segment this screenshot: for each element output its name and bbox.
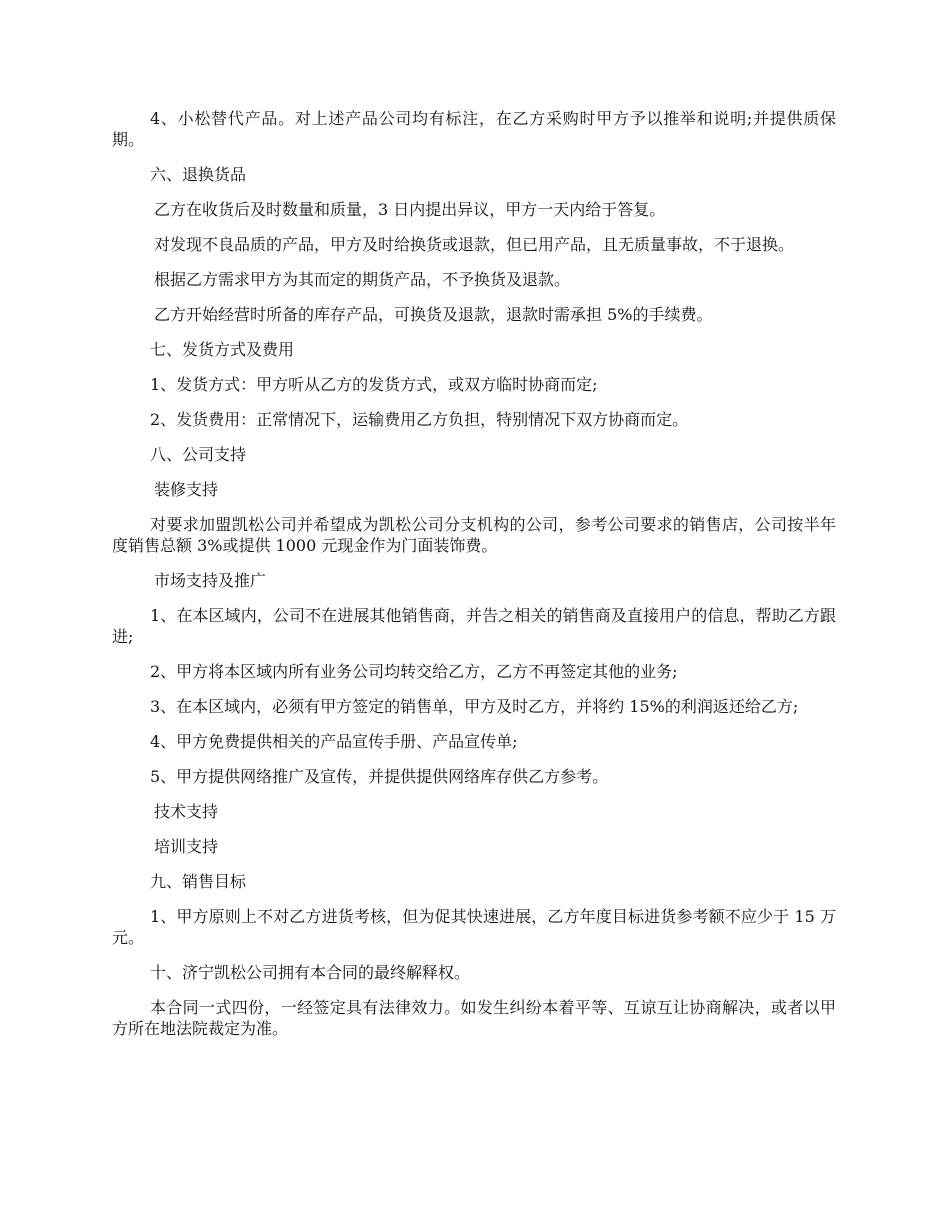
paragraph-market-1: 1、在本区域内，公司不在进展其他销售商，并告之相关的销售商及直接用户的信息，帮助乙方跟进;: [112, 606, 836, 646]
paragraph-sales-target: 1、甲方原则上不对乙方进货考核，但为促其快速进展，乙方年度目标进货参考额不应少于 15 万元。: [112, 907, 836, 947]
paragraph-decoration: 对要求加盟凯松公司并希望成为凯松公司分支机构的公司，参考公司要求的销售店，公司按半年度销售总额 3%或提供 1000 元现金作为门面装饰费。: [112, 515, 836, 555]
paragraph-shipping-1: 1、发货方式：甲方听从乙方的发货方式，或双方临时协商而定;: [150, 375, 598, 394]
paragraph-product-4: 4、小松替代产品。对上述产品公司均有标注，在乙方采购时甲方予以推举和说明;并提供质保期。: [112, 109, 836, 149]
paragraph-market-5: 5、甲方提供网络推广及宣传，并提供提供网络库存供乙方参考。: [150, 767, 609, 786]
subheading-training-support: 培训支持: [154, 837, 219, 856]
heading-section-10: 十、济宁凯松公司拥有本合同的最终解释权。: [150, 963, 471, 982]
paragraph-shipping-2: 2、发货费用：正常情况下，运输费用乙方负担，特别情况下双方协商而定。: [150, 410, 689, 429]
paragraph-return-1: 乙方在收货后及时数量和质量，3 日内提出异议，甲方一天内给于答复。: [154, 200, 666, 219]
document-page: [112, 108, 836, 1053]
subheading-decoration-support: 装修支持: [154, 480, 219, 499]
paragraph-market-4: 4、甲方免费提供相关的产品宣传手册、产品宣传单;: [150, 732, 518, 751]
subheading-market-support: 市场支持及推广: [154, 571, 267, 590]
paragraph-return-3: 根据乙方需求甲方为其而定的期货产品，不予换货及退款。: [154, 270, 571, 289]
paragraph-market-3: 3、在本区域内，必须有甲方签定的销售单，甲方及时乙方，并将约 15%的利润返还给乙方;: [150, 697, 799, 716]
subheading-tech-support: 技术支持: [154, 802, 219, 821]
heading-section-6: 六、退换货品: [150, 165, 247, 184]
heading-section-7: 七、发货方式及费用: [150, 340, 295, 359]
paragraph-return-2: 对发现不良品质的产品，甲方及时给换货或退款，但已用产品，且无质量事故，不于退换。: [154, 235, 795, 254]
paragraph-return-4: 乙方开始经营时所备的库存产品，可换货及退款，退款时需承担 5%的手续费。: [154, 305, 713, 324]
heading-section-8: 八、公司支持: [150, 445, 247, 464]
paragraph-contract-copies: 本合同一式四份，一经签定具有法律效力。如发生纠纷本着平等、互谅互让协商解决，或者以甲方所在地法院裁定为准。: [112, 998, 836, 1038]
paragraph-market-2: 2、甲方将本区域内所有业务公司均转交给乙方，乙方不再签定其他的业务;: [150, 662, 678, 681]
heading-section-9: 九、销售目标: [150, 872, 247, 891]
